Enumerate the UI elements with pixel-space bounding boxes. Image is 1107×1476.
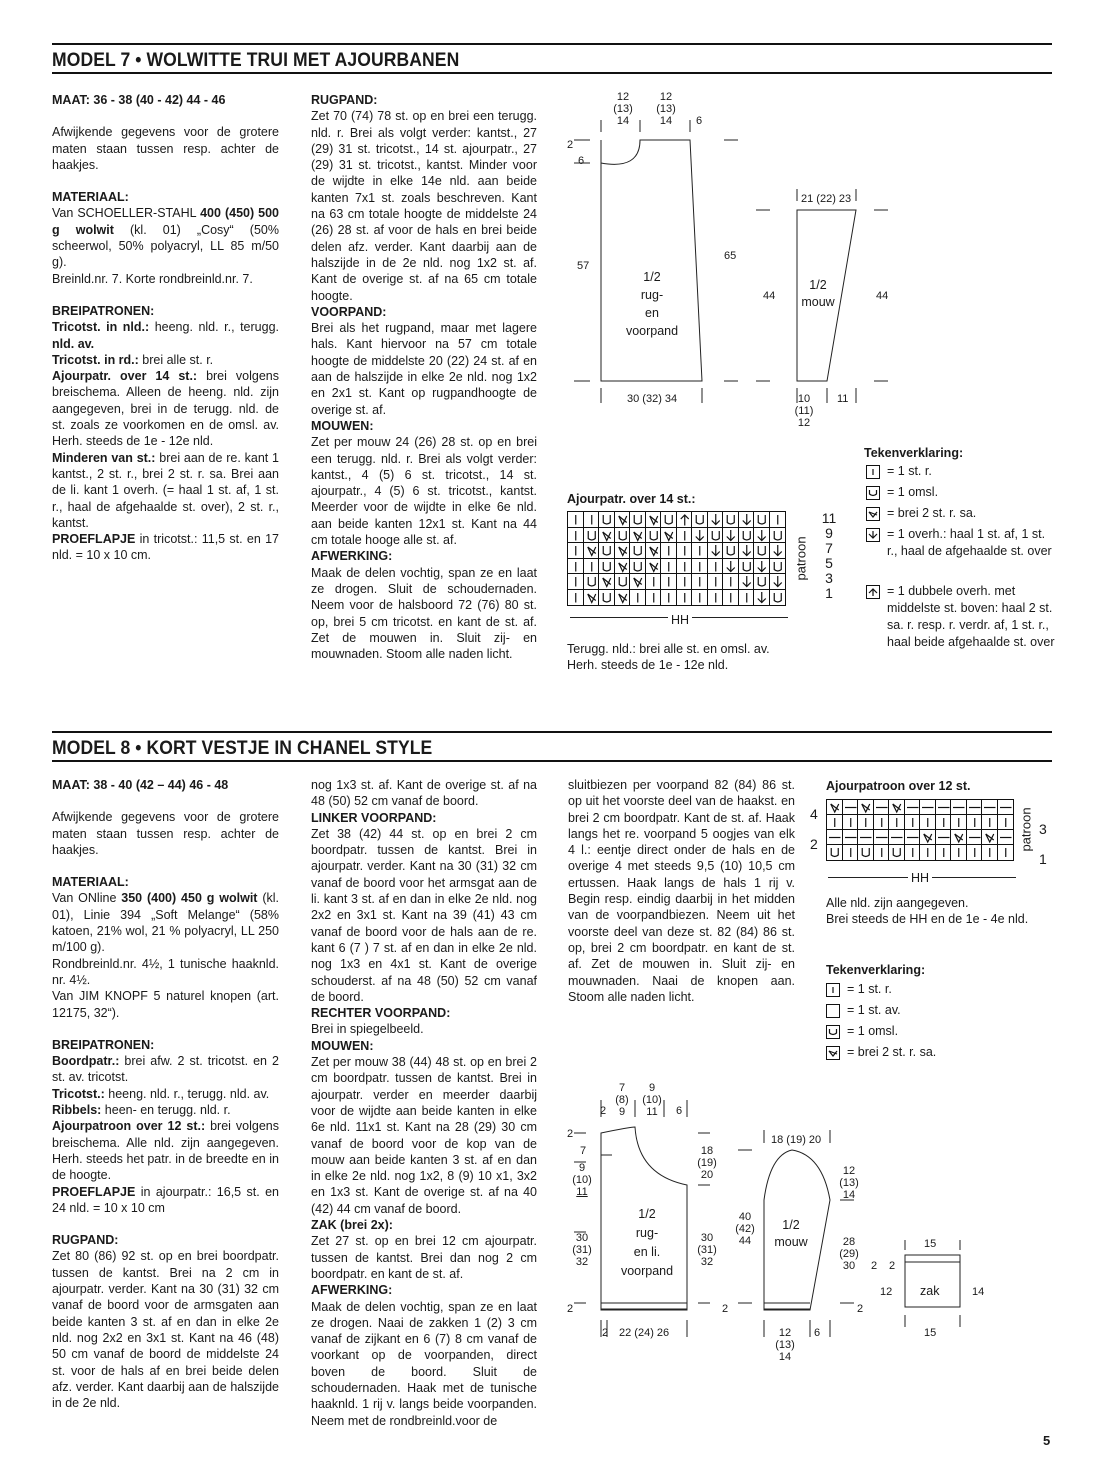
model8-column-2 [311,777,537,1429]
chart-cell [599,528,615,544]
chart-cell [599,574,615,590]
chart-cell [723,512,739,528]
chart-cell [889,830,905,845]
section-heading: BREIPATRONEN: [52,1037,155,1052]
top-rule [52,43,1052,45]
chart-cell [630,590,646,606]
paragraph: Van ONline 350 (400) 450 g wolwit (kl. 01), Linie 394 „Soft Melange“ (58% katoen, 21% wol, 21 % polyacryl, LL 250 m/100 g). [52,891,280,955]
m8-chart-note-1: Alle nld. zijn aangegeven. [826,896,969,910]
chart-cell [723,559,739,575]
chart-cell [843,815,859,830]
row-number: 9 [825,525,833,541]
chart-cell [905,815,921,830]
chart-cell [615,543,631,559]
m8-r30: 30 (31) 32 [697,1232,717,1268]
chart-cell [951,815,967,830]
m7-chart-title: Ajourpatr. over 14 st.: [567,492,696,506]
legend-text: = 1 st. av. [847,1003,901,1017]
m8-sleeve-28: 28 (29) 30 [839,1236,859,1272]
chart-cell [874,845,890,860]
paragraph: Boordpatr.: brei afw. 2 st. tricotst. en 2 st. av. tricotst. [52,1054,279,1085]
section-heading: LINKER VOORPAND: [311,810,437,825]
chart-cell [754,590,770,606]
chart-cell [568,512,584,528]
chart-cell [646,512,662,528]
chart-cell [584,574,600,590]
m8-top2: 9 (10) 11 [642,1082,662,1118]
chart-cell [615,528,631,544]
chart-cell [889,800,905,815]
m8-bottom-body: 22 (24) 26 [619,1327,670,1339]
m8-pocket-12: 12 [880,1286,893,1298]
chart-cell [998,845,1014,860]
row-number: 3 [825,570,833,586]
chart-cell [615,574,631,590]
legend-text: = 1 st. r. [847,982,892,996]
paragraph: PROEFLAPJE in tricotst.: 11,5 st. en 17 nld. = 10 x 10 cm. [52,532,279,563]
m8-sleeve-label: 1/2 mouw [774,1218,808,1249]
paragraph-gap [52,1216,279,1232]
chart-cell [739,574,755,590]
chart-cell [982,845,998,860]
m8-chart-note-2: Brei steeds de HH en de 1e - 4e nld. [826,912,1029,926]
chart-cell [843,845,859,860]
chart-cell [770,528,786,544]
paragraph: Tricotst.: heeng. nld. r., terugg. nld. av. [52,1086,270,1101]
chart-cell [677,512,693,528]
m8-side-label: patroon [1018,807,1034,852]
m8-legend-title: Tekenverklaring: [826,963,926,977]
chart-cell [692,574,708,590]
chart-cell [568,528,584,544]
paragraph: Afwijkende gegevens voor de grotere maten staan tussen resp. achter de haakjes. [52,810,279,857]
chart-cell [998,830,1014,845]
chart-cell [982,815,998,830]
chart-cell [858,845,874,860]
chart-cell [661,559,677,575]
legend-symbol-icon [866,507,880,521]
chart-cell [615,559,631,575]
chart-cell [920,845,936,860]
paragraph-gap [52,173,279,189]
chart-cell [599,543,615,559]
m7-s44-right: 44 [876,290,889,302]
chart-cell [739,590,755,606]
chart-cell [599,590,615,606]
chart-cell [998,800,1014,815]
paragraph-gap [52,858,279,874]
model7-ajour-chart [567,511,786,606]
m7-sleeve-label: 1/2 mouw [801,278,835,309]
paragraph: Zet per mouw 38 (44) 48 st. op en brei 2 cm boordpatr. tussen de kantst. Brei in ajourpatr. verder en meerder daarbij voor de wijdte aan beide kanten in elke 6e nld. 11x1 st. Kant na 28 (29) 30 cm vanaf de boord voor de kop van de mouw aan beide kanten 3 st. af en dan in elke 2e nld. nog 1x2, 8 (9) 10 x1, 3x2 en 1x3 st. Kant de overige st. af na 40 (42) 44 cm vanaf de boord. [311,1055,537,1216]
chart-cell [599,512,615,528]
m7-hh-label: HH [668,612,692,628]
legend-text: = 1 omsl. [887,485,939,499]
chart-cell [843,830,859,845]
chart-cell [677,528,693,544]
chart-cell [584,543,600,559]
chart-cell [951,830,967,845]
chart-cell [951,800,967,815]
paragraph: Maak de delen vochtig, span ze en laat ze drogen. Naai de zakken 1 (2) 3 cm vanaf de zijkant en 6 (7) 8 cm vanaf de voorkant op de voorpanden, direct boven de boord. Sluit de schoudernaden. Haak met de tunische haaknld. 1 rij v. langs beide voorpanden. Neem met de rondbreinld.voor de [311,1299,537,1428]
section-heading: ZAK (brei 2x): [311,1218,393,1233]
chart-cell [630,528,646,544]
paragraph: Zet 80 (86) 92 st. op en brei boordpatr. tussen de kantst. Brei na 2 cm in ajourpatr. verder. Kant na 30 (31) 32 cm vanaf de boord voor de armsgaten aan beide kanten 3 st. af en dan in elke 2e nld. nog 2x2 en 3x1 st. Kant na 46 (48) 50 cm vanaf de boord de middelste 24 st. voor de hals af en brei beide delen afz. verder. Kant daarbij aan de halszijde in de 2e nld. [52,1249,279,1411]
m7-neck-6: 6 [578,155,585,167]
section-heading: MATERIAAL: [52,875,129,890]
section-heading: RUGPAND: [311,93,378,107]
section-heading: RUGPAND: [52,1233,119,1248]
row-number: 7 [825,540,833,556]
chart-cell [754,559,770,575]
chart-cell [568,590,584,606]
chart-cell [874,830,890,845]
m8-pocket-15-bottom: 15 [924,1327,937,1339]
paragraph: Ribbels: heen- en terugg. nld. r. [52,1103,231,1118]
chart-cell [827,830,843,845]
m7-top-c: 6 [696,115,703,127]
chart-cell [951,845,967,860]
m7-side-label: patroon [793,536,809,581]
chart-cell [692,528,708,544]
section-heading: VOORPAND: [311,304,387,319]
m7-legend-title: Tekenverklaring: [864,446,964,460]
chart-cell [568,559,584,575]
model8-ajour-chart [826,799,1014,861]
m8-sleeve-2: 2 [871,1260,878,1272]
m8-sleeve-2b: 2 [857,1303,864,1315]
paragraph: Tricotst. in nld.: heeng. nld. r., terugg. nld. av. [52,320,279,351]
m8-bottom-6: 6 [814,1327,821,1339]
chart-cell [661,590,677,606]
m7-h57: 57 [577,260,590,272]
chart-cell [630,543,646,559]
paragraph: Maak de delen vochtig, span ze en laat ze drogen. Sluit de schoudernaden. Neem voor de halsboord 72 (76) 80 st. op, brei 5 cm tricotst. en kant de st. af. Zet de mouwen in. Sluit zij- en mouwnaden. Stoom alle naden licht. [311,565,537,662]
chart-cell [708,574,724,590]
chart-cell [754,543,770,559]
chart-cell [708,543,724,559]
legend-symbol-icon [866,486,880,500]
m8-l2b: 2 [567,1303,574,1315]
chart-cell [905,830,921,845]
chart-cell [874,800,890,815]
chart-cell [630,574,646,590]
paragraph: Brei in spiegelbeeld. [311,1022,424,1037]
chart-cell [692,543,708,559]
m7-sleeve-top: 21 (22) 23 [801,193,852,205]
chart-cell [967,800,983,815]
chart-cell [754,528,770,544]
chart-cell [584,528,600,544]
m7-row-numbers [819,511,839,601]
legend-symbol-icon [826,1025,840,1039]
chart-cell [739,512,755,528]
row-number: 5 [825,555,833,571]
chart-cell [661,574,677,590]
legend-symbol-icon [826,1046,840,1060]
legend-text: = 1 overh.: haal 1 st. af, 1 st. r., haal de afgehaalde st. over [887,527,1052,558]
paragraph: Brei als het rugpand, maar met lagere hals. Kant hiervoor na 57 cm totale hoogte de middelste 20 (22) 24 st. af en aan de halszijde in elke 2e nld. nog 1x2 en 2x1 st. Kant op rugpandhoogte de overige st. af. [311,321,537,417]
chart-cell [708,559,724,575]
chart-cell [905,845,921,860]
section-heading: MAAT: 38 - 40 (42 – 44) 46 - 48 [52,778,229,792]
model7-title-rule [52,72,1052,74]
m8-bottom-12: 12 (13) 14 [775,1327,795,1363]
chart-cell [770,590,786,606]
chart-cell [584,512,600,528]
m8-sleeve-top: 18 (19) 20 [771,1134,822,1146]
m7-sleeve-11: 11 [837,393,849,405]
legend-text: = brei 2 st. r. sa. [847,1045,937,1059]
chart-cell [770,574,786,590]
chart-cell [723,574,739,590]
chart-cell [739,543,755,559]
m7-h65: 65 [724,250,737,262]
m8-sleeve-12: 12 (13) 14 [839,1165,859,1201]
chart-cell [708,590,724,606]
chart-cell [920,800,936,815]
m8-bottom-2: 2 [602,1327,609,1339]
chart-cell [967,815,983,830]
chart-cell [770,543,786,559]
page-number: 5 [1043,1433,1051,1448]
legend-symbol-icon [866,585,880,599]
chart-cell [889,845,905,860]
chart-cell [692,559,708,575]
paragraph-gap [52,1021,279,1037]
paragraph: Zet 27 st. op en brei 12 cm ajourpatr. tussen de kantst. Brei dan nog 2 cm boordpatr. en kant de st. af. [311,1234,537,1281]
chart-cell [739,528,755,544]
m8-chart-title: Ajourpatroon over 12 st. [826,779,971,793]
m8-sleeve-40: 40 (42) 44 [735,1211,755,1247]
model7-column-2 [311,92,537,662]
legend-symbol-icon [826,983,840,997]
chart-cell [889,815,905,830]
chart-cell [920,830,936,845]
legend-text: = brei 2 st. r. sa. [887,506,977,520]
paragraph: Ajourpatroon over 12 st.: brei volgens breischema. Alle nld. zijn aangegeven. Herh. steeds het patr. in de breedte en in de hoogte. [52,1119,279,1183]
chart-cell [770,559,786,575]
chart-cell [982,830,998,845]
chart-cell [661,543,677,559]
chart-cell [584,590,600,606]
chart-cell [677,559,693,575]
chart-cell [754,574,770,590]
paragraph: nog 1x3 st. af. Kant de overige st. af na 48 (50) 52 cm vanaf de boord. [311,778,537,809]
m8-r18: 18 (19) 20 [697,1145,717,1181]
paragraph: Breinld.nr. 7. Korte rondbreinld.nr. 7. [52,271,253,286]
chart-cell [739,559,755,575]
paragraph: Van SCHOELLER-STAHL 400 (450) 500 g wolwit (kl. 01) „Cosy“ (50% scheerwol, 50% polyacryl, LL 85 m/50 g). [52,206,280,270]
m7-s44-left: 44 [763,290,776,302]
m8-pocket-14: 14 [972,1286,985,1298]
section-heading: BREIPATRONEN: [52,303,155,318]
m7-top-b: 12 (13) 14 [656,91,676,127]
m8-top-2: 2 [600,1105,607,1117]
chart-cell [646,559,662,575]
row-number: 11 [821,510,837,526]
chart-cell [723,528,739,544]
chart-cell [708,528,724,544]
chart-cell [646,590,662,606]
legend-symbol-icon [866,465,880,479]
chart-cell [827,815,843,830]
paragraph-gap [52,287,279,303]
m7-body-label: 1/2 rug- en voorpand [625,270,679,338]
paragraph: Van JIM KNOPF 5 naturel knopen (art. 12175, 32“). [52,989,279,1020]
paragraph-gap [52,793,279,809]
chart-cell [967,845,983,860]
m8-l7: 7 [580,1145,587,1157]
chart-cell [630,559,646,575]
paragraph: Ajourpatr. over 14 st.: brei volgens breischema. Alleen de heeng. nld. zijn aangegeven, brei in de terugg. nld. de st. zoals ze voorkomen en de omsl. av. Herh. steeds de 1e - 12e nld. [52,369,279,449]
chart-cell [982,800,998,815]
section-heading: MOUWEN: [311,418,374,433]
paragraph: Rondbreinld.nr. 4½, 1 tunische haaknld. nr. 4½. [52,956,279,987]
m8-row-left: 4 2 [810,806,818,852]
chart-cell [754,512,770,528]
m8-l9: 9 (10) 11 [572,1162,592,1198]
chart-cell [936,845,952,860]
m8-body-label: 1/2 rug- en li. voorpand [620,1207,674,1278]
model8-column-1 [52,777,279,1411]
m8-top-6: 6 [676,1105,683,1117]
chart-cell [646,528,662,544]
chart-cell [905,800,921,815]
chart-cell [677,590,693,606]
chart-cell [874,815,890,830]
model7-title: MODEL 7 • WOLWITTE TRUI MET AJOURBANEN [52,49,460,71]
m7-neck-2: 2 [567,139,574,151]
chart-cell [584,559,600,575]
chart-cell [967,830,983,845]
paragraph: Tricotst. in rd.: brei alle st. r. [52,352,214,367]
paragraph: sluitbiezen per voorpand 82 (84) 86 st. op uit het voorste deel van de haakst. en brei 2 cm boordpatr. Kant de st. af. Haak langs het re. voorpand 5 oogjes van elk 4 l.: eentje direct onder de hals en de overige 4 met steeds 9,5 (10) 10,5 cm ertussen. Haak langs de hals 1 rij v. Begin resp. eindig daarbij in het midden van de voorpandbiezen. Neem uit het voorste deel van deze st. 82 (84) 86 st. op, brei 2 cm boordpatr. en kant de st. af. Zet de mouwen in. Sluit zij- en mouwnaden. Naai de knopen aan. Stoom alle naden licht. [568,778,795,1004]
model8-title: MODEL 8 • KORT VESTJE IN CHANEL STYLE [52,737,433,759]
m8-l2: 2 [567,1128,574,1140]
chart-cell [858,830,874,845]
chart-cell [843,800,859,815]
chart-cell [708,512,724,528]
chart-cell [646,543,662,559]
m7-top-a: 12 (13) 14 [613,91,633,127]
paragraph: Zet 70 (74) 78 st. op en brei een terugg. nld. r. Brei als volgt verder: kantst., 27 (29) 31 st. tricotst., 14 st. ajourpatr., 27 (29) 31 st. tricotst., kantst. Minder voor de wijdte in elke 14e nld. aan beide kanten 7x1 st. zoals beschreven. Kant na 63 cm totale hoogte de middelste 24 (26) 28 st. af voor de hals en brei beide delen afz. verder. Kant daarbij aan de halszijde in de 2e nld. nog 1x2 st. af. Kant de overige st. af na 65 cm totale hoogte. [311,109,537,303]
paragraph-gap [52,108,279,124]
chart-cell [920,815,936,830]
legend-text: = 1 dubbele overh. met middelste st. boven: haal 2 st. sa. r. resp. r. verdr. af, 1 st. r., haal beide afgehaalde st. over [887,584,1055,649]
m7-sleeve-bottom: 10 (11) 12 [794,393,814,429]
chart-cell [677,543,693,559]
m8-hh-label: HH [908,870,932,886]
m8-pocket-label: zak [920,1284,940,1298]
m8-l30: 30 (31) 32 [572,1232,592,1268]
m8-pocket-15-top: 15 [924,1238,937,1250]
m8-pocket-2: 2 [889,1260,896,1272]
m8-r2: 2 [722,1303,729,1315]
paragraph: Zet 38 (42) 44 st. op en brei 2 cm boordpatr. tussen de kantst. Brei in ajourpatr. verder. Kant na 30 (31) 32 cm vanaf de boord voor het armsgat aan de li. kant 3 st. af en dan in elke 2e nld. nog 2x2 en 3x1 st. Kant na 39 (41) 43 cm vanaf de boord voor de hals aan de re. kant 6 (7 ) 7 st. af en dan in elke 2e nld. nog 1x3 en 4x1 st. Kant de overige schouderst. af na 48 (50) 52 cm vanaf de boord. [311,826,537,1004]
legend-symbol-icon [866,528,880,542]
m7-bottom-body: 30 (32) 34 [627,393,678,405]
chart-cell [723,590,739,606]
m7-chart-note-1: Terugg. nld.: brei alle st. en omsl. av. [567,642,770,656]
paragraph: Minderen van st.: brei aan de re. kant 1 kantst., 2 st. r., brei 2 st. r. sa. Brei aan de li. kant 1 overh. (= haal 1 st. af, 1 st. r., haal de afgehaalde st. over), 2 st. r., kantst. [52,450,280,530]
legend-symbol-icon [826,1004,840,1018]
chart-cell [723,543,739,559]
paragraph: Zet per mouw 24 (26) 28 st. op en brei een terugg. nld. r. Brei als volgt verder: kantst., 4 (5) 6 st. tricotst., 14 st. ajourpatr., 4 (5) 6 st. tricotst., kantst. Meerder voor de wijdte in elke 6e nld. aan beide kanten 12x1 st. Kant na 44 cm totale hooge alle st. af. [311,435,537,548]
section-heading: AFWERKING: [311,549,393,564]
model7-column-1 [52,92,279,564]
chart-cell [615,590,631,606]
chart-cell [568,574,584,590]
chart-cell [936,830,952,845]
chart-cell [630,512,646,528]
chart-cell [661,512,677,528]
chart-cell [827,845,843,860]
chart-cell [692,512,708,528]
model8-title-rule [52,760,1052,762]
chart-cell [661,528,677,544]
section-heading: RECHTER VOORPAND: [311,1006,451,1021]
section-heading: AFWERKING: [311,1283,393,1298]
chart-cell [692,590,708,606]
chart-cell [936,800,952,815]
chart-cell [858,815,874,830]
model8-top-rule [52,731,1052,733]
chart-cell [998,815,1014,830]
chart-cell [646,574,662,590]
chart-cell [858,800,874,815]
section-heading: MAAT: 36 - 38 (40 - 42) 44 - 46 [52,93,226,107]
chart-cell [936,815,952,830]
chart-cell [770,512,786,528]
section-heading: MATERIAAL: [52,190,129,205]
row-number: 1 [825,585,833,601]
paragraph: Afwijkende gegevens voor de grotere maten staan tussen resp. achter de haakjes. [52,125,279,172]
m8-top1: 7 (8) 9 [615,1082,629,1118]
chart-cell [677,574,693,590]
chart-cell [568,543,584,559]
legend-text: = 1 omsl. [847,1024,899,1038]
m8-row-right: 3 1 [1039,821,1047,867]
chart-cell [827,800,843,815]
paragraph: PROEFLAPJE in ajourpatr.: 16,5 st. en 24 nld. = 10 x 10 cm [52,1184,279,1215]
chart-cell [599,559,615,575]
legend-text: = 1 st. r. [887,464,932,478]
model8-column-3 [568,777,795,1005]
section-heading: MOUWEN: [311,1038,374,1053]
chart-cell [615,512,631,528]
m7-chart-note-2: Herh. steeds de 1e - 12e nld. [567,658,729,672]
